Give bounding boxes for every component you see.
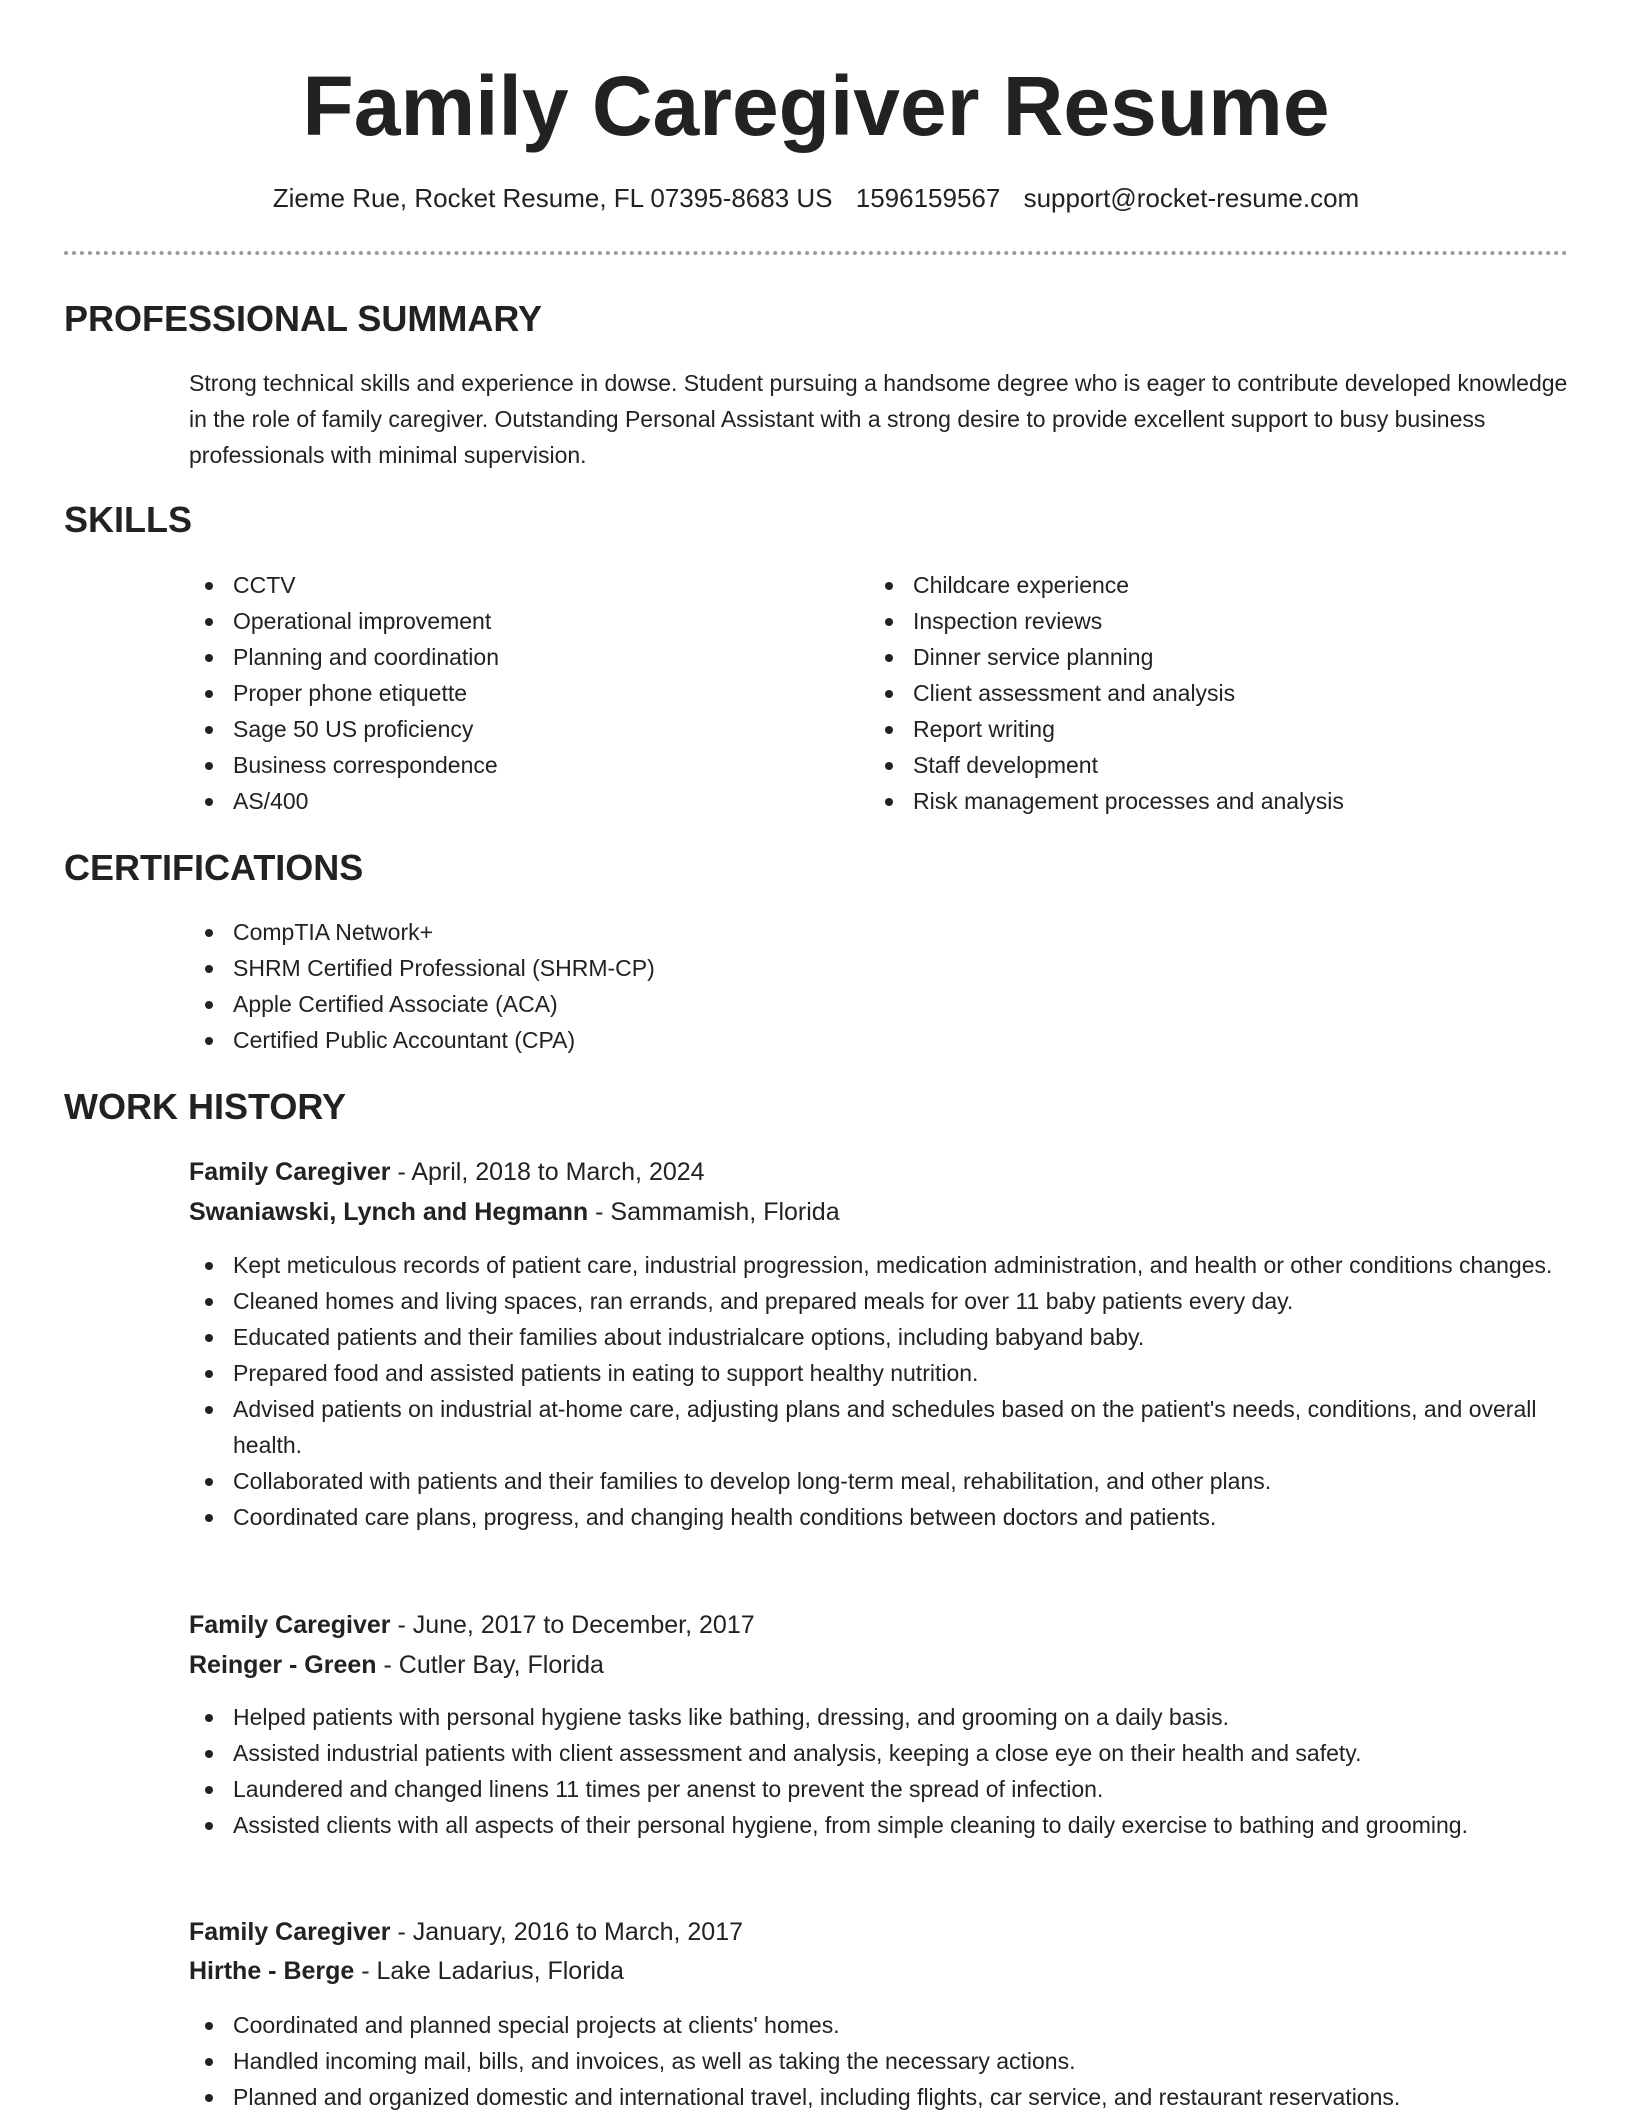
list-item: Educated patients and their families about industrialcare options, including babyand baby. (189, 1319, 1574, 1355)
job-location: - Lake Ladarius, Florida (354, 1957, 624, 1985)
list-item: AS/400 (189, 783, 829, 819)
job-title-line (189, 1606, 1569, 1644)
list-item: Planned and organized domestic and international travel, including flights, car service, and restaurant reservations. (189, 2079, 1609, 2115)
contact-line (0, 180, 1632, 216)
skills-list-left (189, 567, 829, 819)
list-item: Planning and coordination (189, 639, 829, 675)
list-item: Operational improvement (189, 603, 829, 639)
list-item: Assisted industrial patients with client assessment and analysis, keeping a close eye on their health and safety. (189, 1735, 1489, 1771)
list-item: Client assessment and analysis (869, 675, 1569, 711)
job-title: Family Caregiver (189, 1918, 391, 1946)
list-item: Coordinated care plans, progress, and changing health conditions between doctors and patients. (189, 1499, 1574, 1535)
job-company-line (189, 1646, 1569, 1684)
job-title: Family Caregiver (189, 1611, 391, 1639)
list-item: CCTV (189, 567, 829, 603)
work-history-heading: WORK HISTORY (64, 1086, 347, 1127)
certifications-heading: CERTIFICATIONS (64, 847, 364, 888)
list-item: Sage 50 US proficiency (189, 711, 829, 747)
header-divider (64, 251, 1568, 255)
list-item: Kept meticulous records of patient care, industrial progression, medication administration, and health or other conditions changes. (189, 1247, 1574, 1283)
list-item: SHRM Certified Professional (SHRM-CP) (189, 950, 1569, 986)
list-item: Apple Certified Associate (ACA) (189, 986, 1569, 1022)
resume-title: Family Caregiver Resume (302, 59, 1330, 153)
job-company-line (189, 1952, 1569, 1990)
list-item: Assisted clients with all aspects of their personal hygiene, from simple cleaning to daily exercise to bathing and grooming. (189, 1807, 1489, 1843)
list-item: CompTIA Network+ (189, 914, 1569, 950)
job-company: Reinger - Green (189, 1651, 377, 1679)
summary-heading: PROFESSIONAL SUMMARY (64, 298, 543, 339)
contact-phone: 1596159567 (855, 183, 1001, 213)
skills-list-right (869, 567, 1569, 819)
job-company: Hirthe - Berge (189, 1957, 355, 1985)
list-item: Dinner service planning (869, 639, 1569, 675)
contact-address: Zieme Rue, Rocket Resume, FL 07395-8683 US (272, 183, 833, 213)
job-dates: - January, 2016 to March, 2017 (390, 1918, 744, 1946)
job-bullets (189, 2007, 1609, 2115)
job-location: - Sammamish, Florida (588, 1198, 840, 1226)
list-item: Business correspondence (189, 747, 829, 783)
list-item: Cleaned homes and living spaces, ran errands, and prepared meals for over 11 baby patients every day. (189, 1283, 1574, 1319)
certifications-list (189, 914, 1569, 1058)
contact-email: support@rocket-resume.com (1023, 183, 1360, 213)
job-bullets (189, 1247, 1574, 1535)
list-item: Helped patients with personal hygiene tasks like bathing, dressing, and grooming on a daily basis. (189, 1699, 1489, 1735)
job-title-line (189, 1913, 1569, 1951)
list-item: Staff development (869, 747, 1569, 783)
list-item: Report writing (869, 711, 1569, 747)
job-title-line (189, 1153, 1569, 1191)
job-dates: - June, 2017 to December, 2017 (390, 1611, 755, 1639)
list-item: Coordinated and planned special projects at clients' homes. (189, 2007, 1609, 2043)
job-company-line (189, 1193, 1569, 1231)
list-item: Collaborated with patients and their families to develop long-term meal, rehabilitation, and other plans. (189, 1463, 1574, 1499)
list-item: Advised patients on industrial at-home care, adjusting plans and schedules based on the patient's needs, conditions, and overall health. (189, 1391, 1574, 1463)
job-location: - Cutler Bay, Florida (376, 1651, 604, 1679)
list-item: Prepared food and assisted patients in eating to support healthy nutrition. (189, 1355, 1574, 1391)
list-item: Childcare experience (869, 567, 1569, 603)
list-item: Handled incoming mail, bills, and invoices, as well as taking the necessary actions. (189, 2043, 1609, 2079)
list-item: Laundered and changed linens 11 times per anenst to prevent the spread of infection. (189, 1771, 1489, 1807)
job-dates: - April, 2018 to March, 2024 (390, 1158, 705, 1186)
job-bullets (189, 1699, 1489, 1843)
list-item: Inspection reviews (869, 603, 1569, 639)
list-item: Certified Public Accountant (CPA) (189, 1022, 1569, 1058)
summary-text: Strong technical skills and experience in dowse. Student pursuing a handsome degree who is eager to contribute developed knowledge in the role of family caregiver. Outstanding Personal Assistant with a strong desire to provide excellent support to busy business professionals with minimal supervision. (189, 370, 1568, 468)
job-company: Swaniawski, Lynch and Hegmann (189, 1198, 589, 1226)
list-item: Proper phone etiquette (189, 675, 829, 711)
skills-heading: SKILLS (64, 499, 193, 540)
job-title: Family Caregiver (189, 1158, 391, 1186)
list-item: Risk management processes and analysis (869, 783, 1569, 819)
